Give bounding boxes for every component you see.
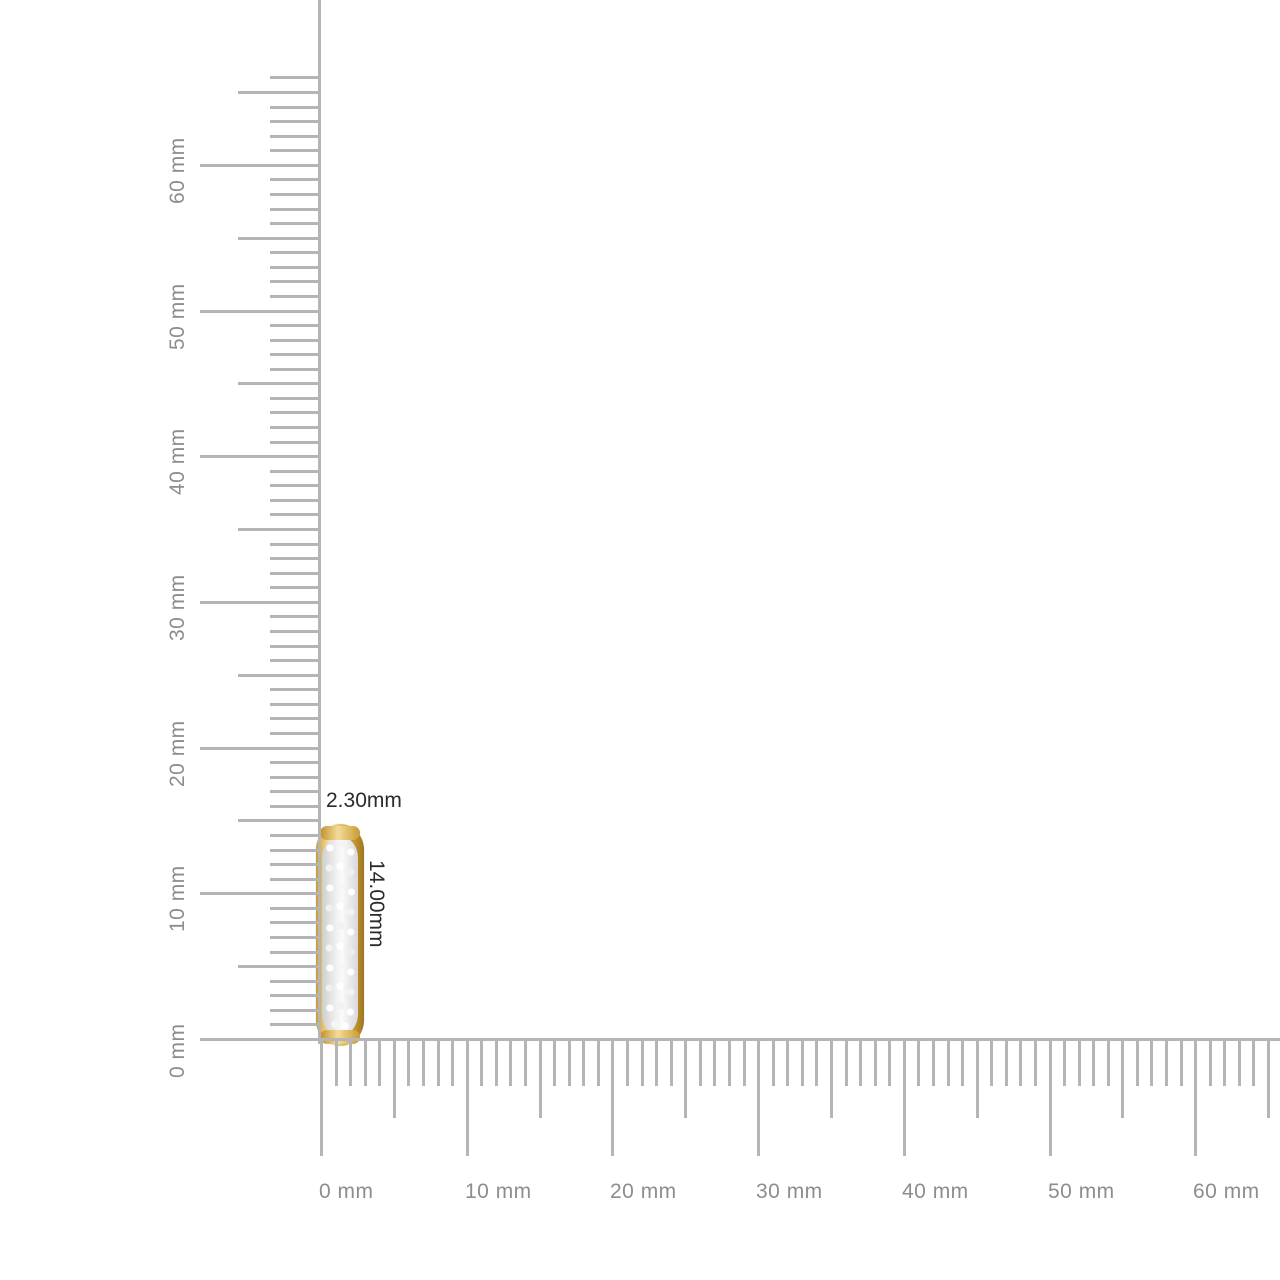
horizontal-ruler-baseline — [320, 1038, 1280, 1041]
vertical-ruler-tick — [200, 455, 318, 458]
horizontal-ruler-tick — [524, 1038, 527, 1086]
vertical-ruler-tick — [270, 368, 318, 371]
horizontal-ruler-tick — [728, 1038, 731, 1086]
horizontal-ruler-tick — [451, 1038, 454, 1086]
horizontal-ruler-tick — [1005, 1038, 1008, 1086]
vertical-ruler-tick — [270, 149, 318, 152]
horizontal-ruler-tick — [582, 1038, 585, 1086]
vertical-ruler-tick — [270, 193, 318, 196]
horizontal-ruler-tick — [888, 1038, 891, 1086]
horizontal-ruler-tick — [743, 1038, 746, 1086]
vertical-ruler-tick — [270, 441, 318, 444]
vertical-ruler-label: 40 mm — [166, 428, 189, 495]
horizontal-ruler-tick — [1209, 1038, 1212, 1086]
horizontal-ruler-tick — [437, 1038, 440, 1086]
vertical-ruler-tick — [270, 426, 318, 429]
horizontal-ruler-tick — [509, 1038, 512, 1086]
horizontal-ruler-tick — [786, 1038, 789, 1086]
horizontal-ruler-tick — [801, 1038, 804, 1086]
horizontal-ruler-tick — [903, 1038, 906, 1156]
vertical-ruler-tick — [270, 222, 318, 225]
horizontal-ruler-tick — [859, 1038, 862, 1086]
vertical-ruler-tick — [238, 382, 318, 385]
vertical-ruler-tick — [238, 674, 318, 677]
vertical-ruler-tick — [270, 353, 318, 356]
band-top-edge — [320, 826, 360, 840]
horizontal-ruler-tick — [1078, 1038, 1081, 1086]
vertical-ruler-tick — [270, 266, 318, 269]
horizontal-ruler-tick — [553, 1038, 556, 1086]
vertical-ruler-tick — [270, 470, 318, 473]
vertical-ruler-tick — [270, 295, 318, 298]
vertical-ruler-tick — [270, 951, 318, 954]
vertical-ruler-tick — [200, 164, 318, 167]
vertical-ruler-tick — [270, 834, 318, 837]
product-image — [316, 824, 364, 1046]
vertical-ruler-label: 50 mm — [166, 283, 189, 350]
gold-band — [316, 824, 364, 1046]
horizontal-ruler-tick — [626, 1038, 629, 1086]
vertical-ruler-tick — [270, 339, 318, 342]
horizontal-ruler-label: 20 mm — [610, 1180, 677, 1203]
horizontal-ruler-tick — [1063, 1038, 1066, 1086]
vertical-ruler-tick — [238, 819, 318, 822]
vertical-ruler-tick — [270, 324, 318, 327]
vertical-ruler-tick — [270, 717, 318, 720]
vertical-ruler-tick — [270, 178, 318, 181]
vertical-ruler-tick — [270, 732, 318, 735]
horizontal-ruler-tick — [1194, 1038, 1197, 1156]
vertical-ruler-tick — [238, 237, 318, 240]
horizontal-ruler-tick — [378, 1038, 381, 1086]
horizontal-ruler-tick — [335, 1038, 338, 1086]
band-bottom-edge — [320, 1030, 360, 1044]
vertical-ruler-label: 60 mm — [166, 137, 189, 204]
vertical-ruler-label: 0 mm — [166, 1023, 189, 1078]
horizontal-ruler-tick — [1150, 1038, 1153, 1086]
vertical-ruler-tick — [270, 615, 318, 618]
vertical-ruler-tick — [270, 659, 318, 662]
horizontal-ruler-tick — [539, 1038, 542, 1118]
horizontal-ruler-tick — [1180, 1038, 1183, 1086]
vertical-ruler-baseline — [318, 0, 321, 1044]
vertical-ruler-tick — [270, 761, 318, 764]
horizontal-ruler-tick — [568, 1038, 571, 1086]
vertical-ruler-label: 10 mm — [166, 865, 189, 932]
vertical-ruler-tick — [270, 980, 318, 983]
vertical-ruler-tick — [270, 543, 318, 546]
horizontal-ruler-tick — [364, 1038, 367, 1086]
vertical-ruler-label: 30 mm — [166, 574, 189, 641]
vertical-ruler-tick — [270, 499, 318, 502]
horizontal-ruler-tick — [670, 1038, 673, 1086]
horizontal-ruler-tick — [1238, 1038, 1241, 1086]
vertical-ruler-tick — [270, 645, 318, 648]
vertical-ruler-tick — [270, 397, 318, 400]
vertical-ruler-tick — [200, 310, 318, 313]
horizontal-ruler-tick — [1165, 1038, 1168, 1086]
horizontal-ruler-tick — [961, 1038, 964, 1086]
vertical-ruler-tick — [270, 135, 318, 138]
horizontal-ruler-label: 0 mm — [319, 1180, 374, 1203]
vertical-ruler-tick — [270, 994, 318, 997]
vertical-ruler-tick — [270, 805, 318, 808]
horizontal-ruler-tick — [699, 1038, 702, 1086]
horizontal-ruler-tick — [815, 1038, 818, 1086]
vertical-ruler-tick — [270, 484, 318, 487]
horizontal-ruler-tick — [641, 1038, 644, 1086]
horizontal-ruler-tick — [655, 1038, 658, 1086]
horizontal-ruler-label: 40 mm — [902, 1180, 969, 1203]
horizontal-ruler-tick — [845, 1038, 848, 1086]
horizontal-ruler-tick — [1092, 1038, 1095, 1086]
horizontal-ruler-tick — [917, 1038, 920, 1086]
vertical-ruler-tick — [270, 572, 318, 575]
horizontal-ruler-tick — [1252, 1038, 1255, 1086]
horizontal-ruler-tick — [1267, 1038, 1270, 1118]
vertical-ruler-tick — [270, 776, 318, 779]
horizontal-ruler-tick — [1121, 1038, 1124, 1118]
horizontal-ruler-tick — [495, 1038, 498, 1086]
horizontal-ruler-tick — [422, 1038, 425, 1086]
vertical-ruler-tick — [200, 601, 318, 604]
horizontal-ruler-tick — [932, 1038, 935, 1086]
horizontal-ruler-label: 10 mm — [465, 1180, 532, 1203]
vertical-ruler-tick — [270, 586, 318, 589]
vertical-ruler-tick — [270, 411, 318, 414]
horizontal-ruler-tick — [480, 1038, 483, 1086]
vertical-ruler-tick — [270, 703, 318, 706]
vertical-ruler-tick — [270, 907, 318, 910]
horizontal-ruler-label: 50 mm — [1048, 1180, 1115, 1203]
vertical-ruler-tick — [270, 688, 318, 691]
vertical-ruler-label: 20 mm — [166, 720, 189, 787]
horizontal-ruler-tick — [1034, 1038, 1037, 1086]
vertical-ruler-tick — [270, 790, 318, 793]
vertical-ruler-tick — [270, 936, 318, 939]
vertical-ruler-tick — [270, 106, 318, 109]
vertical-ruler-tick — [200, 1038, 318, 1041]
horizontal-ruler-tick — [611, 1038, 614, 1156]
vertical-ruler-tick — [270, 251, 318, 254]
horizontal-ruler-tick — [976, 1038, 979, 1118]
horizontal-ruler-tick — [830, 1038, 833, 1118]
horizontal-ruler-tick — [874, 1038, 877, 1086]
vertical-ruler-tick — [238, 91, 318, 94]
horizontal-ruler-tick — [684, 1038, 687, 1118]
vertical-ruler-tick — [200, 892, 318, 895]
vertical-ruler-tick — [270, 1023, 318, 1026]
horizontal-ruler-tick — [320, 1038, 323, 1156]
vertical-ruler-tick — [270, 630, 318, 633]
vertical-ruler-tick — [238, 965, 318, 968]
vertical-ruler-tick — [270, 280, 318, 283]
vertical-ruler-tick — [270, 849, 318, 852]
vertical-ruler-tick — [270, 120, 318, 123]
horizontal-ruler-tick — [1223, 1038, 1226, 1086]
vertical-ruler-tick — [270, 557, 318, 560]
vertical-ruler-tick — [200, 747, 318, 750]
vertical-ruler-tick — [270, 863, 318, 866]
vertical-ruler-tick — [270, 513, 318, 516]
width-dimension-label: 2.30mm — [326, 789, 402, 812]
horizontal-ruler-tick — [393, 1038, 396, 1118]
vertical-ruler-tick — [238, 528, 318, 531]
horizontal-ruler-label: 30 mm — [756, 1180, 823, 1203]
horizontal-ruler-tick — [407, 1038, 410, 1086]
pave-diamond-surface — [322, 836, 358, 1036]
horizontal-ruler-tick — [466, 1038, 469, 1156]
vertical-ruler-tick — [270, 878, 318, 881]
horizontal-ruler-tick — [713, 1038, 716, 1086]
horizontal-ruler-tick — [597, 1038, 600, 1086]
height-dimension-label: 14.00mm — [365, 860, 388, 948]
horizontal-ruler-tick — [1136, 1038, 1139, 1086]
horizontal-ruler-tick — [990, 1038, 993, 1086]
horizontal-ruler-label: 60 mm — [1193, 1180, 1260, 1203]
vertical-ruler-tick — [270, 76, 318, 79]
horizontal-ruler-tick — [1049, 1038, 1052, 1156]
horizontal-ruler-tick — [1107, 1038, 1110, 1086]
horizontal-ruler-tick — [757, 1038, 760, 1156]
vertical-ruler-tick — [270, 208, 318, 211]
horizontal-ruler-tick — [349, 1038, 352, 1086]
horizontal-ruler-tick — [947, 1038, 950, 1086]
horizontal-ruler-tick — [772, 1038, 775, 1086]
vertical-ruler-tick — [270, 1009, 318, 1012]
horizontal-ruler-tick — [1019, 1038, 1022, 1086]
vertical-ruler-tick — [270, 921, 318, 924]
